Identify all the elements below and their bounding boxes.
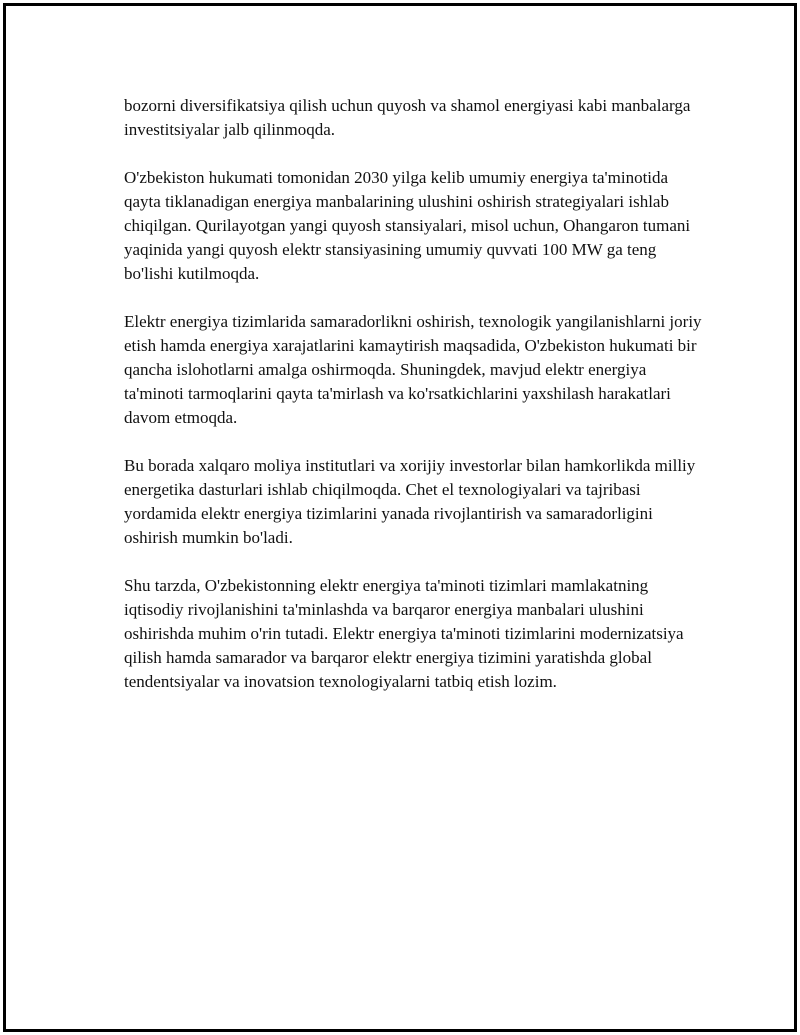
paragraph: Bu borada xalqaro moliya institutlari va xorijiy investorlar bilan hamkorlikda milliy energetika dasturlari ishlab chiqilmoqda. Chet el texnologiyalari va tajribasi yordamida elektr energiya tizimlarini yanada rivojlantirish va samaradorligini oshirish mumkin bo'ladi. — [124, 456, 696, 547]
paragraph: bozorni diversifikatsiya qilish uchun quyosh va shamol energiyasi kabi manbalarga investitsiyalar jalb qilinmoqda. — [124, 96, 691, 139]
document-body — [124, 94, 704, 718]
paragraph: O'zbekiston hukumati tomonidan 2030 yilga kelib umumiy energiya ta'minotida qayta tiklanadigan energiya manbalarining ulushini oshirish strategiyalari ishlab chiqilgan. Qurilayotgan yangi quyosh stansiyalari, misol uchun, Ohangaron tumani yaqinida yangi quyosh elektr stansiyasining umumiy quvvati 100 MW ga teng bo'lishi kutilmoqda. — [124, 168, 691, 283]
page-frame — [3, 3, 797, 1032]
paragraph: Shu tarzda, O'zbekistonning elektr energiya ta'minoti tizimlari mamlakatning iqtisodiy rivojlanishini ta'minlashda va barqaror energiya manbalari ulushini oshirishda muhim o'rin tutadi. Elektr energiya ta'minoti tizimlarini modernizatsiya qilish hamda samarador va barqaror elektr energiya tizimini yaratishda global tendentsiyalar va inovatsion texnologiyalarni tatbiq etish lozim. — [124, 576, 684, 691]
paragraph: Elektr energiya tizimlarida samaradorlikni oshirish, texnologik yangilanishlarni joriy etish hamda energiya xarajatlarini kamaytirish maqsadida, O'zbekiston hukumati bir qancha islohotlarni amalga oshirmoqda. Shuningdek, mavjud elektr energiya ta'minoti tarmoqlarini qayta ta'mirlash va ko'rsatkichlarini yaxshilash harakatlari davom etmoqda. — [124, 312, 702, 427]
